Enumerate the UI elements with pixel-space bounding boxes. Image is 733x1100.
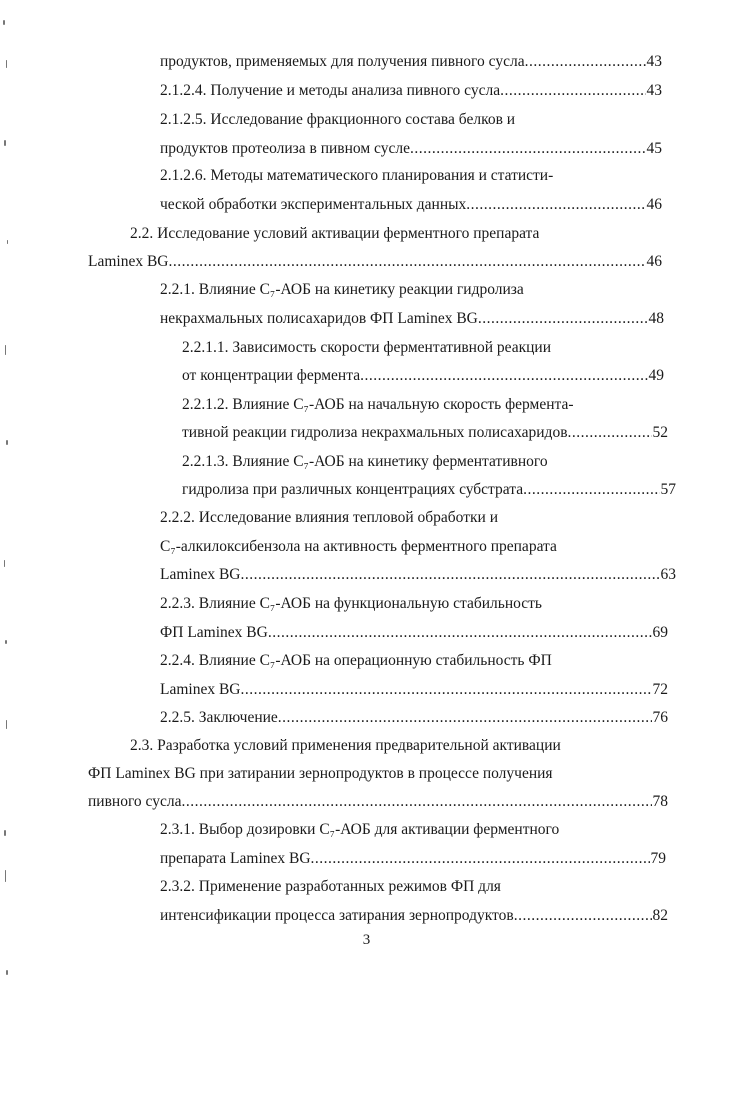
scan-speck — [7, 240, 8, 244]
toc-entry-text: от концентрации фермента — [182, 367, 361, 384]
toc-entry-text: 2.2.1.2. Влияние С₇-АОБ на начальную скорость фермента- — [182, 396, 574, 413]
toc-entry-line — [182, 478, 676, 502]
toc-entry-line — [160, 50, 662, 74]
toc-entry-text: тивной реакции гидролиза некрахмальных полисахаридов — [182, 424, 568, 441]
toc-entry-line — [160, 904, 668, 928]
toc-entry-text: гидролиза при различных концентрациях субстрата — [182, 481, 524, 498]
toc-entry-text: 2.3.1. Выбор дозировки С₇-АОБ для активации ферментного — [160, 821, 560, 838]
toc-entry-text: С₇-алкилоксибензола на активность ферментного препарата — [160, 538, 557, 555]
toc-entry-text: 2.2.5. Заключение — [160, 709, 278, 726]
toc-entry-line — [182, 421, 668, 445]
leader-dots — [311, 847, 650, 871]
toc-entry-line — [160, 706, 668, 730]
scan-speck — [6, 440, 8, 445]
toc-entry-text: 2.2.1. Влияние С₇-АОБ на кинетику реакции гидролиза — [160, 281, 524, 298]
toc-entry-text: ФП Laminex BG при затирании зернопродуктов в процессе получения — [88, 765, 553, 782]
toc-entry-text: 2.2.1.3. Влияние С₇-АОБ на кинетику ферментативного — [182, 453, 548, 470]
toc-entry-text: 2.1.2.6. Методы математического планирования и статисти- — [160, 167, 554, 184]
toc-page-number: 43 — [646, 82, 662, 99]
leader-dots — [478, 307, 648, 331]
toc-page-number: 48 — [648, 310, 664, 327]
scan-speck — [3, 20, 5, 25]
toc-page-number: 49 — [648, 367, 664, 384]
toc-entry-line — [160, 621, 668, 645]
toc-entry-text: некрахмальных полисахаридов ФП Laminex BG — [160, 310, 478, 327]
toc-entry-text: ческой обработки экспериментальных данных — [160, 196, 467, 213]
scan-speck — [4, 830, 6, 836]
scan-speck — [5, 345, 6, 355]
leader-dots — [466, 193, 645, 217]
toc-entry-text: Laminex BG — [160, 566, 241, 583]
toc-entry-line — [160, 678, 668, 702]
page-number: 3 — [362, 932, 371, 948]
toc-entry-text: 2.1.2.4. Получение и методы анализа пивного сусла — [160, 82, 501, 99]
toc-entry-text: 2.3. Разработка условий применения предварительной активации — [130, 737, 561, 754]
leader-dots — [500, 79, 645, 103]
toc-entry-text: препарата Laminex BG — [160, 850, 311, 867]
toc-entry-line — [160, 79, 662, 103]
leader-dots — [523, 478, 659, 502]
scan-speck — [5, 870, 6, 882]
toc-entry-text: Laminex BG — [88, 253, 169, 270]
leader-dots — [360, 364, 647, 388]
toc-entry-text: Laminex BG — [160, 681, 241, 698]
toc-page-number: 69 — [652, 624, 668, 641]
leader-dots — [268, 621, 652, 645]
toc-page-number: 82 — [652, 907, 668, 924]
toc-entry-text: 2.2.3. Влияние С₇-АОБ на функциональную стабильность — [160, 595, 542, 612]
toc-page-number: 46 — [646, 253, 662, 270]
toc-entry-text: пивного сусла — [88, 793, 182, 810]
toc-entry-text: продуктов протеолиза в пивном сусле — [160, 140, 410, 157]
toc-page-number: 78 — [652, 793, 668, 810]
toc-page-number: 63 — [660, 566, 676, 583]
toc-entry-line — [160, 563, 676, 587]
toc-entry-line — [182, 364, 664, 388]
toc-entry-line — [88, 790, 668, 814]
scan-speck — [6, 970, 8, 975]
leader-dots — [525, 50, 646, 74]
toc-entry-line — [88, 250, 662, 274]
toc-entry-text: 2.2.1.1. Зависимость скорости ферментативной реакции — [182, 339, 552, 356]
toc-entry-line — [160, 847, 666, 871]
toc-entry-line — [160, 193, 662, 217]
toc-entry-text: интенсификации процесса затирания зернопродуктов — [160, 907, 514, 924]
toc-entry-text: продуктов, применяемых для получения пивного сусла — [160, 53, 525, 70]
scan-speck — [4, 560, 5, 567]
scan-speck — [5, 640, 7, 644]
toc-page-number: 76 — [652, 709, 668, 726]
scan-speck — [4, 140, 6, 146]
leader-dots — [514, 904, 652, 928]
toc-entry-text: 2.2.4. Влияние С₇-АОБ на операционную стабильность ФП — [160, 652, 552, 669]
toc-entry-line — [160, 137, 662, 161]
leader-dots — [241, 678, 652, 702]
toc-entry-text: 2.2. Исследование условий активации ферментного препарата — [130, 225, 540, 242]
leader-dots — [169, 250, 646, 274]
toc-entry-text: 2.3.2. Применение разработанных режимов ФП для — [160, 878, 501, 895]
leader-dots — [410, 137, 646, 161]
toc-page-number: 72 — [652, 681, 668, 698]
toc-page-number: 45 — [646, 140, 662, 157]
scan-speck — [6, 60, 7, 68]
toc-page-number: 43 — [646, 53, 662, 70]
leader-dots — [241, 563, 660, 587]
toc-page-number: 57 — [660, 481, 676, 498]
toc-page-number: 79 — [650, 850, 666, 867]
scan-speck — [6, 720, 7, 729]
toc-entry-line — [160, 307, 664, 331]
toc-page-number: 46 — [646, 196, 662, 213]
toc-page-number: 52 — [652, 424, 668, 441]
leader-dots — [278, 706, 652, 730]
leader-dots — [181, 790, 651, 814]
leader-dots — [568, 421, 652, 445]
scan-margin-noise — [0, 0, 20, 1100]
toc-entry-text: 2.1.2.5. Исследование фракционного состава белков и — [160, 111, 516, 128]
toc-entry-text: 2.2.2. Исследование влияния тепловой обработки и — [160, 509, 498, 526]
toc-entry-text: ФП Laminex BG — [160, 624, 268, 641]
